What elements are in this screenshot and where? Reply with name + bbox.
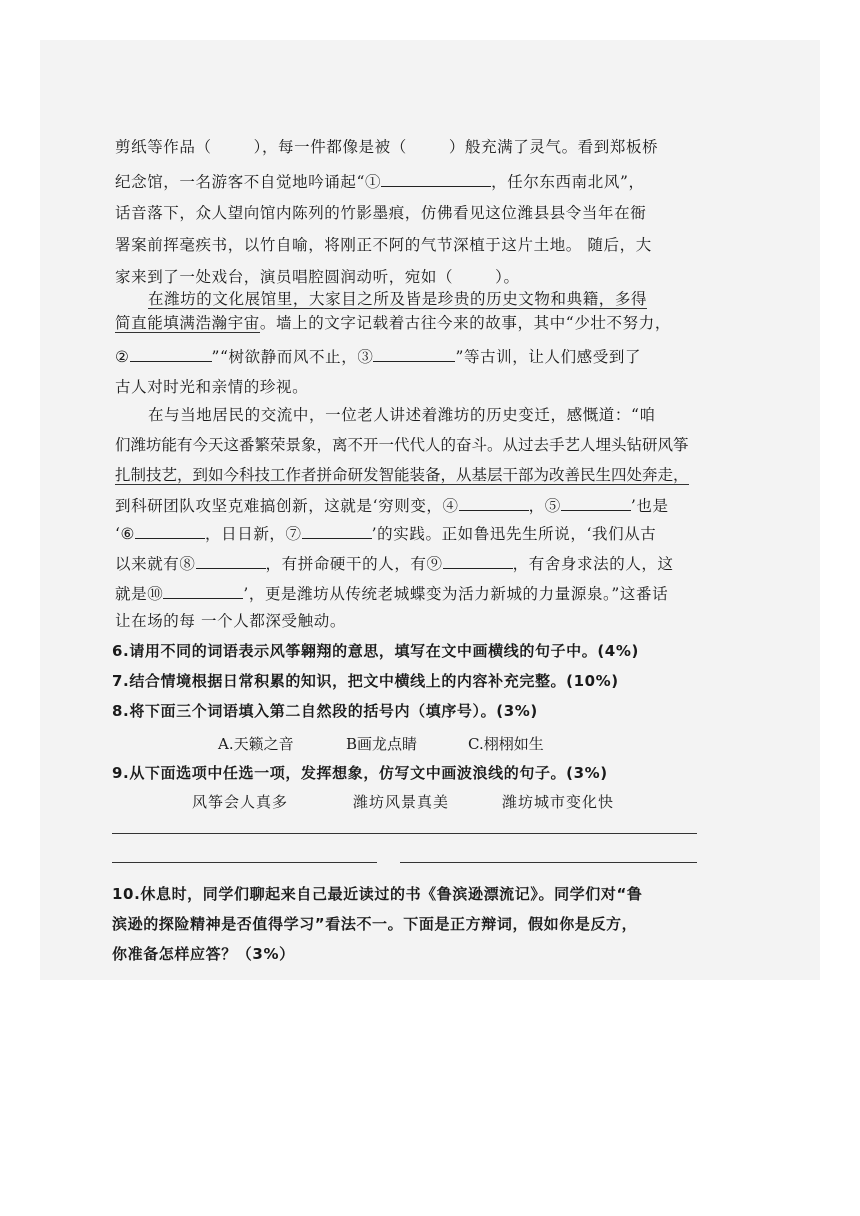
blank-9[interactable] <box>443 552 513 569</box>
question-8: 8.将下面三个词语填入第二自然段的括号内（填序号）。(3%) <box>112 702 538 720</box>
p1-line3: 话音落下，众人望向馆内陈列的竹影墨痕，仿佛看见这位潍县县令当年在衙 <box>115 204 647 222</box>
p3-line2: 们潍坊能有今天这番繁荣景象，离不开一代代人的奋斗。从过去手艺人埋头钻研风筝 <box>115 436 689 454</box>
p3-line6: 以来就有⑧ ，有拼命硬干的人，有⑨ ，有舍身求法的人，这 <box>115 552 715 575</box>
blank-7[interactable] <box>302 522 372 539</box>
p3-line4: 到科研团队攻坚克难搞创新，这就是‘穷则变，④ ，⑤ ’也是 <box>115 494 715 517</box>
p3-line1: 在与当地居民的交流中，一位老人讲述着潍坊的历史变迁，感慨道：“咱 <box>148 406 656 424</box>
q9-option-1: 风筝会人真多 <box>192 793 289 811</box>
blank-10[interactable] <box>163 582 243 599</box>
q8-option-a: A.天籁之音 <box>218 735 294 753</box>
p3-line8: 让在场的每 一个人都深受触动。 <box>115 612 346 630</box>
p1-line1: 剪纸等作品（ ），每一件都像是被（ ）般充满了灵气。看到郑板桥 <box>115 138 659 156</box>
blank-5[interactable] <box>561 494 631 511</box>
p2-line2: 简直能填满浩瀚宇宙。墙上的文字记载着古往今来的故事，其中“少壮不努力， <box>115 314 671 332</box>
p1-line4: 署案前挥毫疾书，以竹自喻，将刚正不阿的气节深植于这片土地。 随后，大 <box>115 236 652 254</box>
p2-line3: ② ”“树欲静而风不止，③ ”等古训，让人们感受到了 <box>115 345 715 368</box>
question-10-line2: 滨逊的探险精神是否值得学习”看法不一。下面是正方辩词，假如你是反方， <box>112 915 638 933</box>
p3-line7: 就是⑩ ’，更是潍坊从传统老城蝶变为活力新城的力量源泉。”这番话 <box>115 582 715 605</box>
blank-2[interactable] <box>130 345 212 362</box>
q8-option-c: C.栩栩如生 <box>468 735 544 753</box>
q9-option-2: 潍坊风景真美 <box>353 793 450 811</box>
blank-8[interactable] <box>196 552 266 569</box>
q9-option-3: 潍坊城市变化快 <box>502 793 615 811</box>
question-7: 7.结合情境根据日常积累的知识，把文中横线上的内容补充完整。(10%) <box>112 672 619 690</box>
blank-3[interactable] <box>373 345 455 362</box>
answer-line-1[interactable] <box>112 833 697 834</box>
p3-line3: 扎制技艺，到如今科技工作者拼命研发智能装备，从基层干部为改善民生四处奔走， <box>115 466 689 484</box>
p2-line1: 在潍坊的文化展馆里，大家目之所及皆是珍贵的历史文物和典籍，多得 <box>148 290 648 308</box>
blank-4[interactable] <box>459 494 529 511</box>
p3-line5: ‘⑥ ，日日新，⑦ ’的实践。正如鲁迅先生所说，‘我们从古 <box>115 522 715 545</box>
question-10-line1: 10.休息时，同学们聊起来自己最近读过的书《鲁滨逊漂流记》。同学们对“鲁 <box>112 885 643 903</box>
question-6: 6.请用不同的词语表示风筝翱翔的意思，填写在文中画横线的句子中。(4%) <box>112 642 639 660</box>
p1-line2: 纪念馆，一名游客不自觉地吟诵起“① ，任尔东西南北风”， <box>115 170 715 193</box>
question-9: 9.从下面选项中任选一项，发挥想象，仿写文中画波浪线的句子。(3%) <box>112 764 608 782</box>
q8-option-b: B画龙点睛 <box>346 735 418 753</box>
blank-1[interactable] <box>381 170 491 187</box>
question-10-line3: 你准备怎样应答？（3%） <box>112 945 295 963</box>
answer-line-2b[interactable] <box>400 862 697 863</box>
answer-line-2a[interactable] <box>112 862 377 863</box>
blank-6[interactable] <box>135 522 205 539</box>
p1-line5: 家来到了一处戏台，演员唱腔圆润动听，宛如（ ）。 <box>115 268 520 286</box>
p2-line4: 古人对时光和亲情的珍视。 <box>115 378 309 396</box>
